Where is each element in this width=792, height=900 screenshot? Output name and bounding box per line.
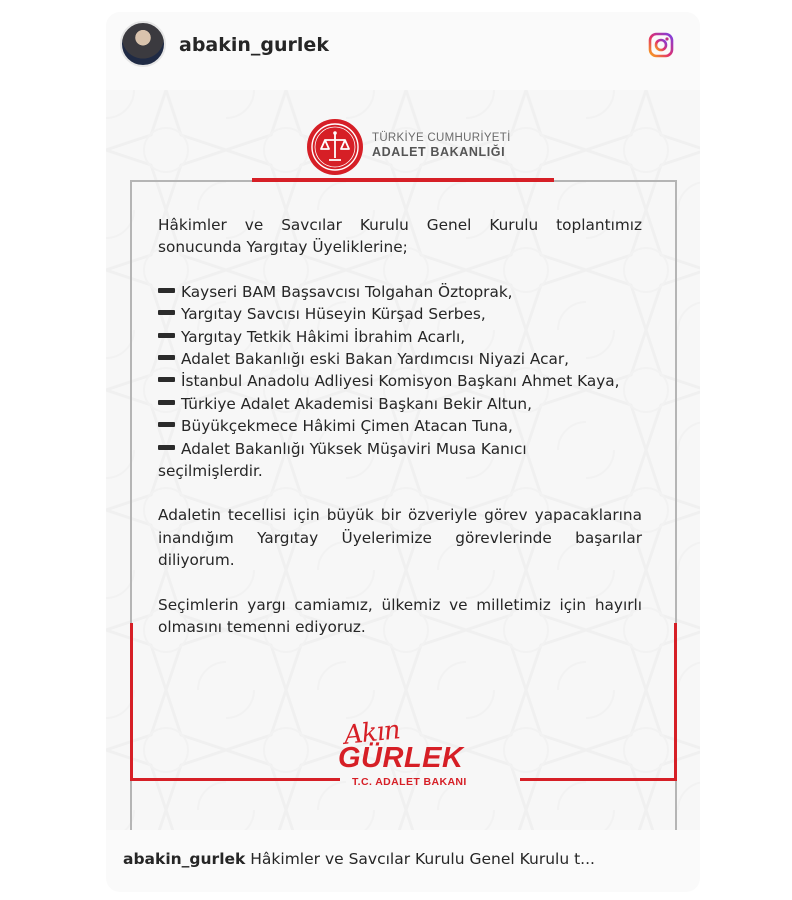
frame-left-accent: [130, 623, 133, 781]
dash-bullet-icon: [158, 310, 175, 315]
post-caption[interactable]: [123, 850, 595, 868]
hopes-paragraph: Seçimlerin yargı camiamız, ülkemiz ve milletimiz için hayırlı olmasını temenni ediyoruz.: [158, 595, 642, 637]
member-item: Adalet Bakanlığı eski Bakan Yardımcısı Niyazi Acar,: [158, 348, 642, 370]
dash-bullet-icon: [158, 422, 175, 427]
signature-name: GÜRLEK: [338, 742, 464, 774]
caption-username[interactable]: abakin_gurlek: [123, 850, 246, 868]
dash-bullet-icon: [158, 355, 175, 360]
announcement-text: [158, 214, 642, 639]
frame-bottom-right-accent: [520, 778, 677, 781]
closing-line: seçilmişlerdir.: [158, 462, 263, 481]
letterhead-text: [372, 132, 511, 159]
dash-bullet-icon: [158, 377, 175, 382]
member-item: Kayseri BAM Başsavcısı Tolgahan Öztoprak,: [158, 281, 642, 303]
member-item: Yargıtay Savcısı Hüseyin Kürşad Serbes,: [158, 303, 642, 325]
post-username[interactable]: abakin_gurlek: [179, 34, 329, 56]
instagram-post-card: [106, 12, 700, 892]
minister-signature: [338, 715, 478, 788]
dash-bullet-icon: [158, 288, 175, 293]
member-item: Büyükçekmece Hâkimi Çimen Atacan Tuna,: [158, 415, 642, 437]
profile-avatar[interactable]: [120, 21, 166, 67]
dash-bullet-icon: [158, 400, 175, 405]
letterhead-line2: ADALET BAKANLIĞI: [372, 145, 506, 159]
caption-text: Hâkimler ve Savcılar Kurulu Genel Kurulu t...: [250, 850, 595, 868]
member-item: Yargıtay Tetkik Hâkimi İbrahim Acarlı,: [158, 326, 642, 348]
post-image[interactable]: [106, 90, 700, 830]
dash-bullet-icon: [158, 445, 175, 450]
signature-script: Akın: [342, 715, 402, 751]
wishes-paragraph: Adaletin tecellisi için büyük bir özveriyle görev yapacaklarına inandığım Yargıtay Üyelerimize görevlerinde başarılar diliyorum.: [158, 506, 642, 570]
signature-title: T.C. ADALET BAKANI: [352, 776, 467, 788]
letterhead-line1: TÜRKİYE CUMHURİYETİ: [372, 132, 511, 144]
frame-top-accent: [252, 178, 554, 182]
intro-paragraph: Hâkimler ve Savcılar Kurulu Genel Kurulu toplantımız sonucunda Yargıtay Üyeliklerine;: [158, 216, 642, 257]
member-item: Adalet Bakanlığı Yüksek Müşaviri Musa Kanıcı: [158, 438, 642, 460]
dash-bullet-icon: [158, 333, 175, 338]
member-item: Türkiye Adalet Akademisi Başkanı Bekir Altun,: [158, 393, 642, 415]
instagram-icon[interactable]: [648, 32, 674, 58]
post-header: [106, 12, 700, 78]
frame-right-accent: [674, 623, 677, 781]
member-item: İstanbul Anadolu Adliyesi Komisyon Başkanı Ahmet Kaya,: [158, 370, 642, 392]
frame-bottom-left-accent: [130, 778, 340, 781]
ministry-seal-logo: [306, 118, 364, 176]
